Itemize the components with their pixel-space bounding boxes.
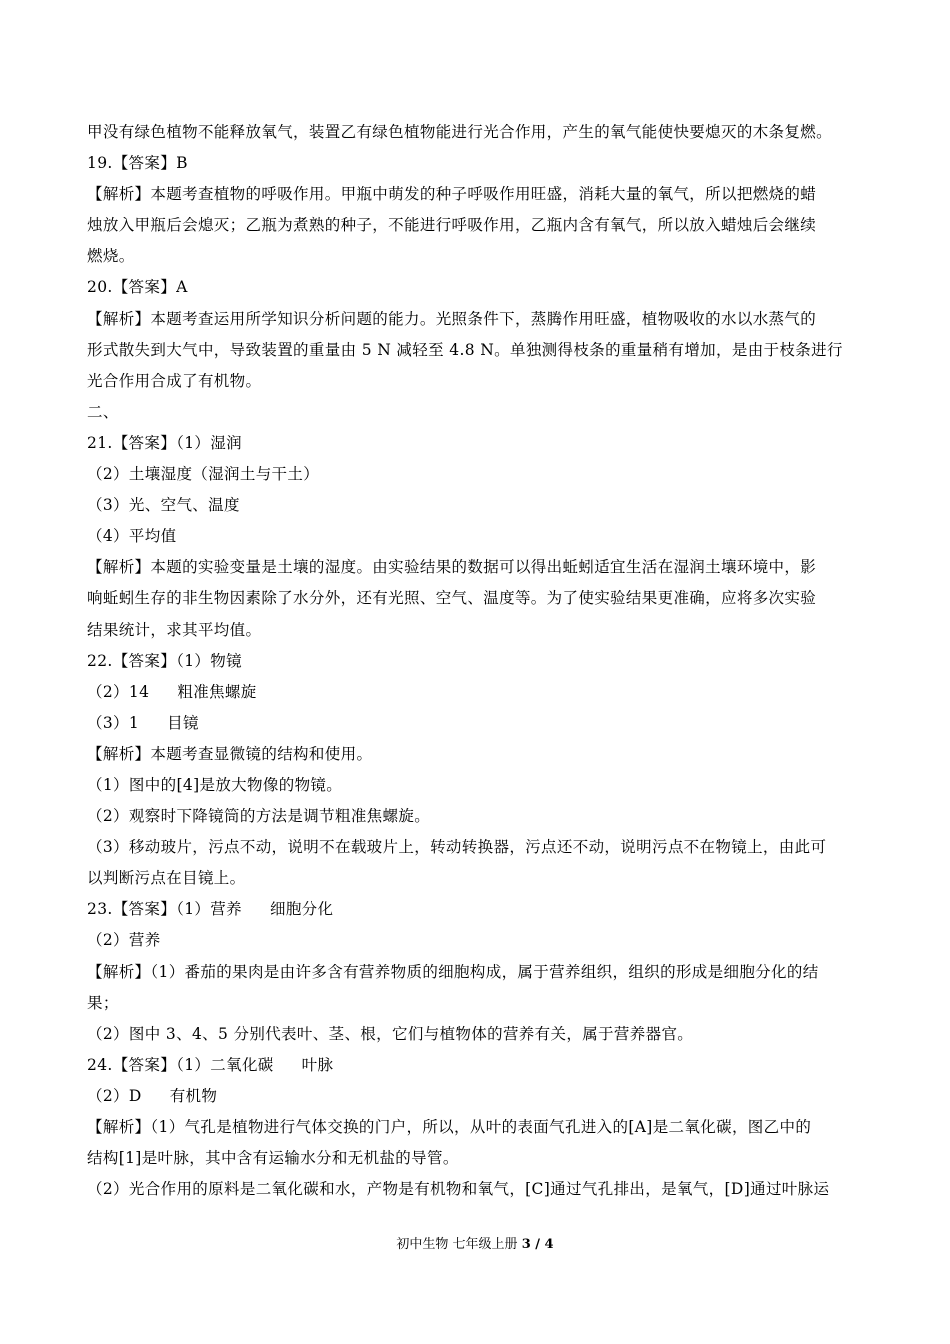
line-text: 响蚯蚓生存的非生物因素除了水分外，还有光照、空气、温度等。为了使实验结果更准确，应将多次实验 [87, 589, 817, 608]
text-line [87, 241, 863, 272]
text-line [87, 957, 863, 988]
text-line [87, 304, 863, 335]
line-text: 22.【答案】（1）物镜 [87, 651, 242, 670]
page-number: 3 / 4 [521, 1237, 554, 1252]
line-text: 【解析】本题考查显微镜的结构和使用。 [87, 744, 373, 763]
text-line [87, 615, 863, 646]
text-line [87, 1174, 863, 1205]
line-text: 果； [87, 993, 119, 1012]
line-text: 【解析】本题考查植物的呼吸作用。甲瓶中萌发的种子呼吸作用旺盛，消耗大量的氧气，所以把燃烧的蜡 [87, 185, 817, 204]
footer-label: 初中生物 七年级上册 [396, 1237, 522, 1252]
second-answer: 叶脉 [301, 1055, 334, 1074]
line-text: （2）D [87, 1086, 142, 1105]
line-text: 燃烧。 [87, 247, 135, 266]
document-body [87, 117, 863, 1205]
text-line [87, 1112, 863, 1143]
text-line [87, 397, 863, 428]
text-line [87, 894, 863, 925]
text-line [87, 708, 863, 739]
text-line [87, 521, 863, 552]
text-line [87, 1019, 863, 1050]
text-line [87, 863, 863, 894]
text-line [87, 770, 863, 801]
text-line [87, 179, 863, 210]
line-text: 20.【答案】A [87, 278, 188, 297]
line-text: 19.【答案】B [87, 154, 188, 173]
text-line [87, 366, 863, 397]
line-text: （2）14 [87, 682, 150, 701]
text-line [87, 801, 863, 832]
line-text: 21.【答案】（1）湿润 [87, 433, 242, 452]
line-text: （3）移动玻片，污点不动，说明不在载玻片上，转动转换器，污点还不动，说明污点不在物镜上，由此可 [87, 838, 827, 857]
text-line [87, 677, 863, 708]
line-text: 结构[1]是叶脉，其中含有运输水分和无机盐的导管。 [87, 1149, 459, 1168]
line-text: （3）光、空气、温度 [87, 496, 240, 515]
line-text: 【解析】（1）番茄的果肉是由许多含有营养物质的细胞构成，属于营养组织，组织的形成是细胞分化的结 [87, 962, 819, 981]
line-text: （1）图中的[4]是放大物像的物镜。 [87, 775, 343, 794]
text-line [87, 646, 863, 677]
text-line [87, 552, 863, 583]
line-text: 结果统计，求其平均值。 [87, 620, 262, 639]
text-line [87, 583, 863, 614]
page-footer [0, 1235, 950, 1255]
line-text: （4）平均值 [87, 527, 177, 546]
line-text: 甲没有绿色植物不能释放氧气，装置乙有绿色植物能进行光合作用，产生的氧气能使快要熄灭的木条复燃。 [87, 123, 832, 141]
line-text: 【解析】本题考查运用所学知识分析问题的能力。光照条件下，蒸腾作用旺盛，植物吸收的水以水蒸气的 [87, 309, 817, 328]
line-text: （2）营养 [87, 931, 161, 950]
text-line [87, 459, 863, 490]
text-line [87, 148, 863, 179]
text-line [87, 832, 863, 863]
line-text: 形式散失到大气中，导致装置的重量由 5 N 减轻至 4.8 N。单独测得枝条的重量稍有增加，是由于枝条进行 [87, 340, 843, 359]
text-line [87, 1050, 863, 1081]
second-answer: 目镜 [167, 713, 199, 732]
text-line [87, 490, 863, 521]
text-line [87, 988, 863, 1019]
text-line [87, 925, 863, 956]
line-text: （3）1 [87, 713, 140, 732]
line-text: （2）光合作用的原料是二氧化碳和水，产物是有机物和氧气，[C]通过气孔排出，是氧气，[D]通过叶脉运 [87, 1180, 830, 1199]
line-text: 24.【答案】（1）二氧化碳 [87, 1055, 274, 1074]
text-line [87, 335, 863, 366]
line-text: 光合作用合成了有机物。 [87, 371, 262, 390]
line-text: 以判断污点在目镜上。 [87, 869, 246, 888]
line-text: （2）观察时下降镜筒的方法是调节粗准焦螺旋。 [87, 807, 431, 826]
second-answer: 有机物 [169, 1086, 218, 1105]
text-line [87, 739, 863, 770]
line-text: 烛放入甲瓶后会熄灭；乙瓶为煮熟的种子，不能进行呼吸作用，乙瓶内含有氧气，所以放入蜡烛后会继续 [87, 216, 817, 235]
line-text: 23.【答案】（1）营养 [87, 900, 242, 919]
text-line [87, 1143, 863, 1174]
text-line [87, 1081, 863, 1112]
line-text: （2）图中 3、4、5 分别代表叶、茎、根，它们与植物体的营养有关，属于营养器官。 [87, 1024, 694, 1043]
text-line [87, 210, 863, 241]
line-text: 二、 [87, 402, 119, 421]
text-line [87, 272, 863, 303]
second-answer: 粗准焦螺旋 [177, 682, 257, 701]
line-text: （2）土壤湿度（湿润土与干土） [87, 465, 320, 484]
second-answer: 细胞分化 [269, 900, 334, 919]
text-line [87, 428, 863, 459]
text-line [87, 117, 863, 148]
line-text: 【解析】本题的实验变量是土壤的湿度。由实验结果的数据可以得出蚯蚓适宜生活在湿润土壤环境中，影 [87, 558, 817, 577]
line-text: 【解析】（1）气孔是植物进行气体交换的门户，所以，从叶的表面气孔进入的[A]是二氧化碳，图乙中的 [87, 1118, 812, 1136]
